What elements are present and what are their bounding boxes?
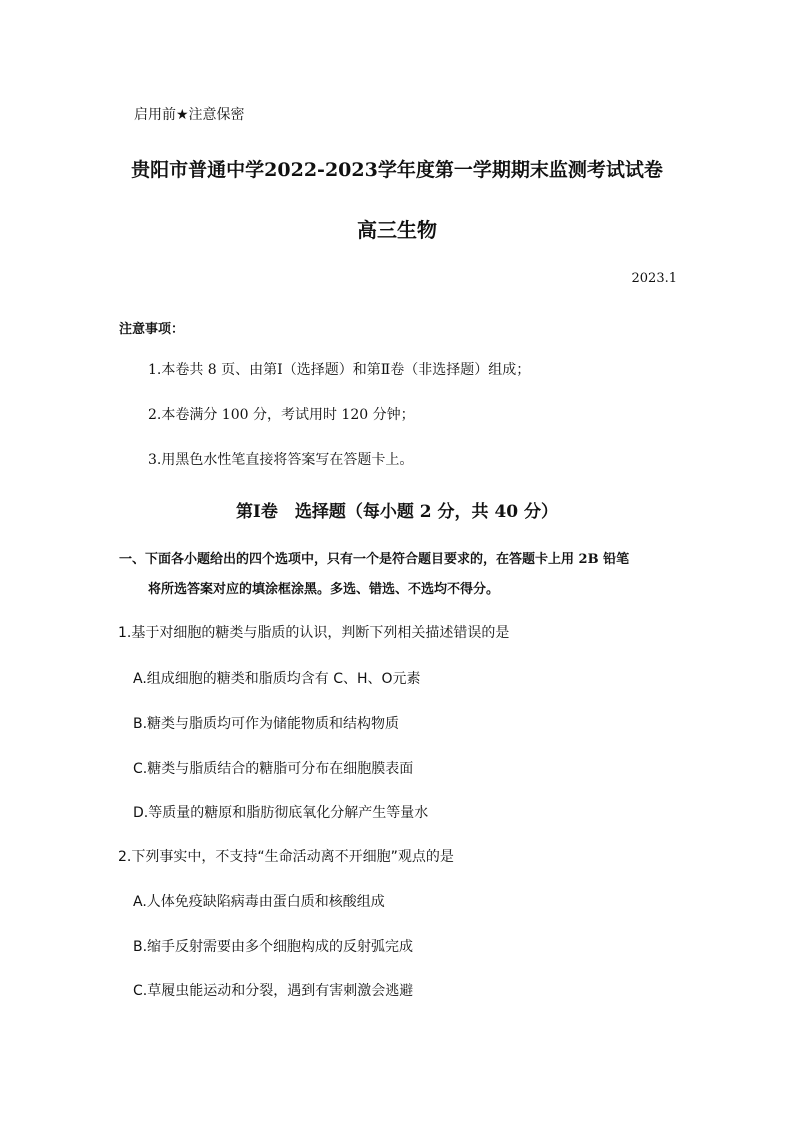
question-option: C.草履虫能运动和分裂，遇到有害刺激会逃避 xyxy=(133,983,414,999)
question-option: D.等质量的糖原和脂肪彻底氧化分解产生等量水 xyxy=(133,805,429,821)
question-stem: 2.下列事实中，不支持“生命活动离不开细胞”观点的是 xyxy=(118,849,454,865)
subject-title: 高三生物 xyxy=(357,218,437,242)
question-option: B.缩手反射需要由多个细胞构成的反射弧完成 xyxy=(133,939,414,955)
notice-item: 2.本卷满分 100 分，考试用时 120 分钟； xyxy=(148,407,415,423)
question-option: B.糖类与脂质均可作为储能物质和结构物质 xyxy=(133,716,400,732)
question-option: C.糖类与脂质结合的糖脂可分布在细胞膜表面 xyxy=(133,761,414,777)
exam-title: 贵阳市普通中学2022-2023学年度第一学期期末监测考试试卷 xyxy=(131,159,663,181)
confidentiality-note: 启用前★注意保密 xyxy=(134,107,245,123)
exam-date: 2023.1 xyxy=(631,271,677,286)
section-instruction-continued: 将所选答案对应的填涂框涂黑。多选、错选、不选均不得分。 xyxy=(148,582,500,597)
section-heading: 第Ⅰ卷 选择题（每小题 2 分，共 40 分） xyxy=(235,502,559,522)
section-instruction: 一、下面各小题给出的四个选项中，只有一个是符合题目要求的，在答题卡上用 2B 铅笔 xyxy=(119,552,630,567)
question-option: A.组成细胞的糖类和脂质均含有 C、H、O元素 xyxy=(133,671,421,687)
question-option: A.人体免疫缺陷病毒由蛋白质和核酸组成 xyxy=(133,894,385,910)
notice-heading: 注意事项： xyxy=(119,322,185,337)
notice-item: 3.用黑色水性笔直接将答案写在答题卡上。 xyxy=(148,452,414,468)
notice-item: 1.本卷共 8 页、由第Ⅰ（选择题）和第Ⅱ卷（非选择题）组成； xyxy=(148,362,531,378)
question-stem: 1.基于对细胞的糖类与脂质的认识，判断下列相关描述错误的是 xyxy=(118,625,510,641)
